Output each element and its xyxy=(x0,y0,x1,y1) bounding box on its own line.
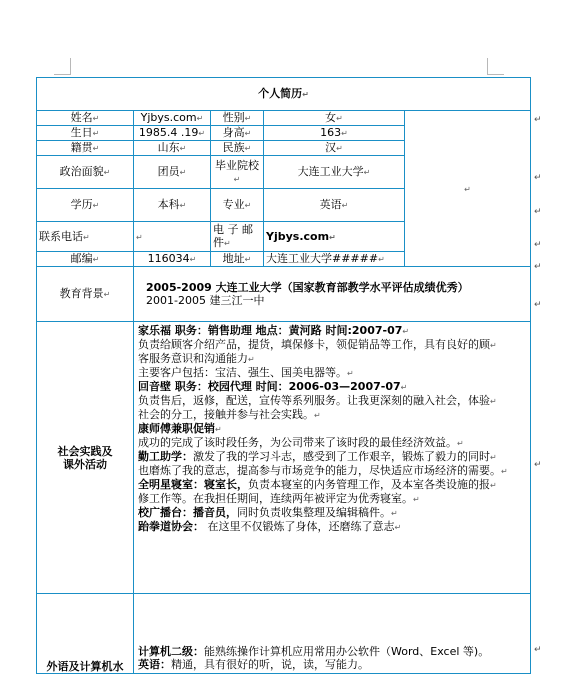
origin-label: 籍贯↵ xyxy=(37,141,134,156)
ethnicity-value: 汉↵ xyxy=(264,141,405,156)
paragraph-mark: ↵ xyxy=(215,425,222,434)
social-practice-line xyxy=(138,366,526,380)
crop-mark-tl-v xyxy=(70,58,71,74)
paragraph-mark: ↵ xyxy=(457,439,464,448)
degree-value: 本科↵ xyxy=(134,189,211,222)
social-practice-line-text: 负责给顾客介绍产品，提货，填保修卡，领促销品等工作，具有良好的顾 xyxy=(138,338,490,351)
social-practice-line xyxy=(138,520,526,534)
birthday-label: 生日↵ xyxy=(37,126,134,141)
gender-label: 性别↵ xyxy=(211,111,264,126)
social-practice-line-bold: 康师傅兼职促销 xyxy=(138,422,215,435)
social-practice-line-text: 同时负责收集整理及编辑稿件。 xyxy=(237,506,391,519)
margin-mark: ↵ xyxy=(534,300,542,310)
major-value: 英语↵ xyxy=(264,189,405,222)
education-background-label: 教育背景↵ xyxy=(37,267,134,322)
crop-mark-tr-v xyxy=(487,58,488,74)
email-label: 电 子 邮 件↵ xyxy=(211,222,264,252)
email-value: Yjbys.com↵ xyxy=(264,222,405,252)
address-label: 地址↵ xyxy=(211,252,264,267)
paragraph-mark: ↵ xyxy=(394,523,402,532)
paragraph-mark: ↵ xyxy=(347,369,354,378)
phone-label: 联系电话↵ xyxy=(37,222,134,252)
social-practice-line-text: 主要客户包括：宝洁、强生、国美电器等。 xyxy=(138,366,347,379)
social-practice-line-bold: 家乐福 职务：销售助理 地点：黄河路 时间:2007-07 xyxy=(138,324,403,337)
social-practice-line-bold: 回音壁 职务：校园代理 时间：2006-03—2007-07 xyxy=(138,380,401,393)
social-practice-line xyxy=(138,422,526,436)
margin-mark: ↵ xyxy=(534,460,542,470)
social-practice-line xyxy=(138,478,526,492)
paragraph-mark: ↵ xyxy=(490,453,497,462)
phone-value: ↵ xyxy=(134,222,211,252)
social-practice-line-text: 负责本寝室的内务管理工作，及本室各类设施的报 xyxy=(248,478,490,491)
paragraph-mark: ↵ xyxy=(314,411,321,420)
social-practice-line-bold: 跆拳道协会： xyxy=(138,520,204,533)
social-practice-line xyxy=(138,352,526,366)
social-practice-line-bold: 全明星寝室：寝室长， xyxy=(138,478,248,491)
margin-mark: ↵ xyxy=(534,207,542,217)
school-value: 大连工业大学↵ xyxy=(264,156,405,189)
politics-label: 政治面貌↵ xyxy=(37,156,134,189)
social-practice-line xyxy=(138,394,526,408)
name-value: Yjbys.com↵ xyxy=(134,111,211,126)
social-practice-line-text: 激发了我的学习斗志，感受到了工作艰辛，锻炼了毅力的同时 xyxy=(193,450,490,463)
social-practice-line-text: 修工作等。在我担任期间，连续两年被评定为优秀寝室。 xyxy=(138,492,413,505)
birthday-value: 1985.4 .19↵ xyxy=(134,126,211,141)
margin-mark: ↵ xyxy=(534,645,542,655)
address-value: 大连工业大学#####↵ xyxy=(264,252,405,267)
school-label: 毕业院校↵ xyxy=(211,156,264,189)
social-practice-line xyxy=(138,338,526,352)
margin-mark: ↵ xyxy=(534,262,542,272)
social-practice-line xyxy=(138,380,526,394)
social-practice-line xyxy=(138,436,526,450)
major-label: 专业↵ xyxy=(211,189,264,222)
photo-cell: ↵ xyxy=(405,111,531,267)
social-practice-line xyxy=(138,492,526,506)
social-practice-line-bold: 校广播台：播音员， xyxy=(138,506,237,519)
politics-value: 团员↵ xyxy=(134,156,211,189)
crop-mark-tl-h2 xyxy=(54,74,71,75)
social-practice-line xyxy=(138,506,526,520)
social-practice-line-text: 在这里不仅锻炼了身体，还磨练了意志 xyxy=(204,520,395,533)
social-practice-line xyxy=(138,464,526,478)
social-practice-line-text: 也磨炼了我的意志，提高参与市场竞争的能力，尽快适应市场经济的需要。 xyxy=(138,464,501,477)
degree-label: 学历↵ xyxy=(37,189,134,222)
social-practice-label: 社会实践及 课外活动 xyxy=(37,322,134,594)
postcode-value: 116034↵ xyxy=(134,252,211,267)
social-practice-line-text: 社会的分工，接触并参与社会实践。 xyxy=(138,408,314,421)
paragraph-mark: ↵ xyxy=(490,481,497,490)
social-practice-line-bold: 勤工助学： xyxy=(138,450,193,463)
social-practice-line-text: 客服务意识和沟通能力 xyxy=(138,352,248,365)
social-practice-content xyxy=(134,322,531,594)
margin-mark: ↵ xyxy=(534,173,542,183)
paragraph-mark: ↵ xyxy=(248,355,255,364)
paragraph-mark: ↵ xyxy=(490,341,497,350)
paragraph-mark: ↵ xyxy=(501,467,508,476)
skills-label: 外语及计算机水 xyxy=(37,594,134,674)
social-practice-line xyxy=(138,408,526,422)
social-practice-line xyxy=(138,324,526,338)
postcode-label: 邮编↵ xyxy=(37,252,134,267)
resume-table xyxy=(36,77,531,674)
name-label: 姓名↵ xyxy=(37,111,134,126)
resume-title: 个人简历↵ xyxy=(37,78,531,111)
crop-mark-tr-h xyxy=(487,74,504,75)
skills-content: 计算机二级：能熟练操作计算机应用常用办公软件（Word、Excel 等)。 英语：精通，具有很好的听，说，读，写能力。 xyxy=(134,594,531,674)
ethnicity-label: 民族↵ xyxy=(211,141,264,156)
margin-mark: ↵ xyxy=(534,240,542,250)
social-practice-line-text: 负责售后，返修，配送，宣传等系列服务。让我更深刻的融入社会，体验 xyxy=(138,394,490,407)
paragraph-mark: ↵ xyxy=(402,327,410,336)
paragraph-mark: ↵ xyxy=(490,397,497,406)
paragraph-mark: ↵ xyxy=(391,509,398,518)
margin-mark: ↵ xyxy=(534,115,542,125)
paragraph-mark: ↵ xyxy=(413,495,420,504)
height-label: 身高↵ xyxy=(211,126,264,141)
paragraph-mark: ↵ xyxy=(400,383,408,392)
social-practice-line-text: 成功的完成了该时段任务，为公司带来了该时段的最佳经济效益。 xyxy=(138,436,457,449)
social-practice-lines xyxy=(138,324,526,534)
education-background-content: 2005-2009 大连工业大学（国家教育部教学水平评估成绩优秀） 2001-2005 建三江一中 xyxy=(134,267,531,322)
height-value: 163↵ xyxy=(264,126,405,141)
gender-value: 女↵ xyxy=(264,111,405,126)
origin-value: 山东↵ xyxy=(134,141,211,156)
social-practice-line xyxy=(138,450,526,464)
